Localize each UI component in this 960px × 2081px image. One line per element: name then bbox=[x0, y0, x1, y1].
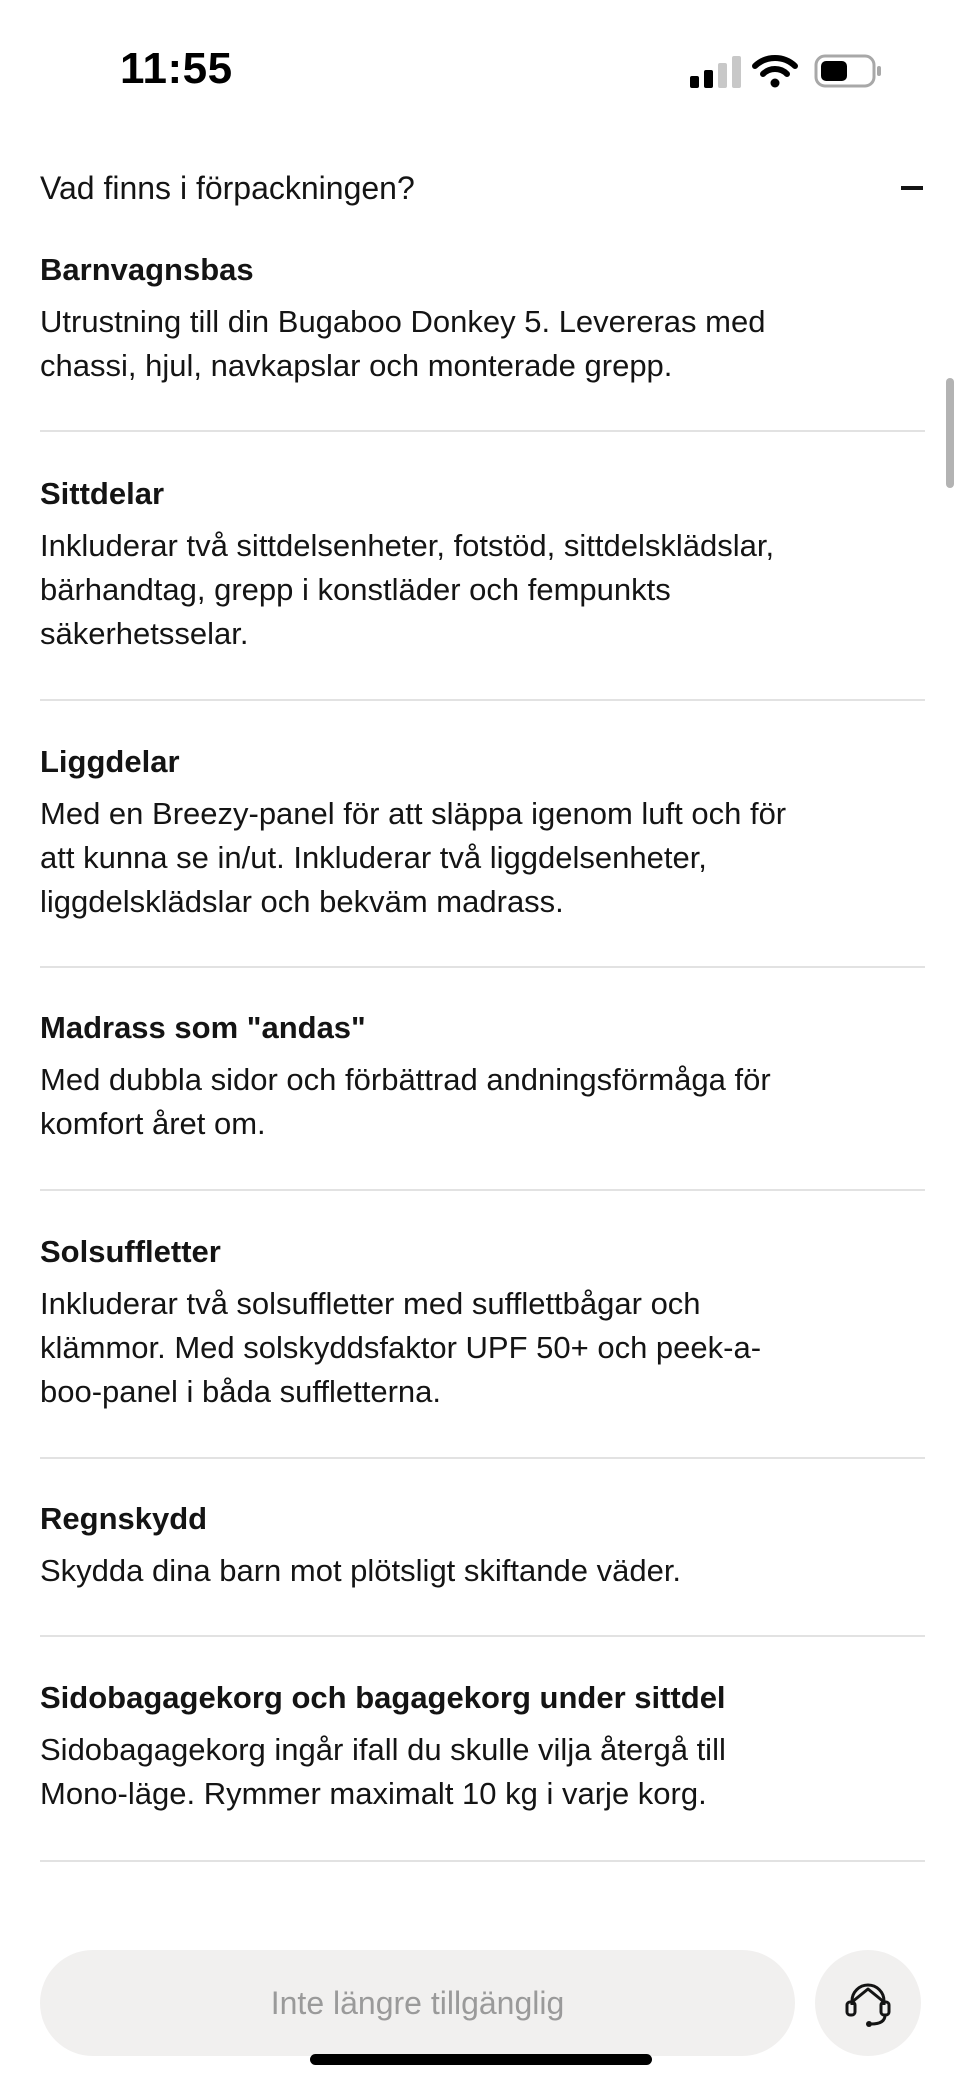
list-item bbox=[40, 472, 925, 701]
item-description: Skydda dina barn mot plötsligt skiftande väder. bbox=[40, 1553, 682, 1588]
accordion-title: Vad finns i förpackningen? bbox=[40, 169, 415, 206]
support-button[interactable] bbox=[815, 1950, 921, 2056]
status-time: 11:55 bbox=[120, 44, 233, 93]
unavailable-button[interactable]: Inte längre tillgänglig bbox=[40, 1950, 795, 2056]
minus-icon[interactable] bbox=[901, 186, 923, 190]
signal-icon bbox=[690, 56, 742, 88]
scrollbar[interactable] bbox=[946, 378, 954, 488]
list-item bbox=[40, 1497, 925, 1637]
item-description: Inkluderar två solsuffletter med sufflettbågar och klämmor. Med solskyddsfaktor UPF 50+ och peek-a- boo-panel i båda suffletterna. bbox=[40, 1286, 762, 1409]
wifi-icon bbox=[752, 54, 798, 88]
list-item bbox=[40, 1006, 925, 1191]
item-title: Barnvagnsbas bbox=[40, 252, 254, 287]
status-bar bbox=[0, 0, 960, 140]
list-item bbox=[40, 248, 925, 432]
item-title: Sittdelar bbox=[40, 476, 165, 511]
list-item bbox=[40, 740, 925, 968]
list-item bbox=[40, 1676, 925, 1862]
list-item bbox=[40, 1230, 925, 1459]
item-title: Regnskydd bbox=[40, 1501, 208, 1536]
item-description: Med en Breezy-panel för att släppa igenom luft och för att kunna se in/ut. Inkluderar två liggdelsenheter, liggdelsklädslar och bekväm madrass. bbox=[40, 796, 787, 919]
item-description: Med dubbla sidor och förbättrad andningsförmåga för komfort året om. bbox=[40, 1062, 771, 1141]
accordion-header[interactable] bbox=[40, 160, 925, 216]
item-description: Utrustning till din Bugaboo Donkey 5. Levereras med chassi, hjul, navkapslar och monterade grepp. bbox=[40, 304, 766, 383]
item-title: Liggdelar bbox=[40, 744, 180, 779]
item-title: Solsuffletter bbox=[40, 1234, 221, 1269]
item-title: Madrass som "andas" bbox=[40, 1010, 366, 1045]
battery-icon bbox=[814, 54, 882, 88]
item-description: Sidobagagekorg ingår ifall du skulle vilja återgå till Mono-läge. Rymmer maximalt 10 kg i varje korg. bbox=[40, 1732, 726, 1811]
home-indicator[interactable] bbox=[310, 2054, 652, 2065]
headset-icon bbox=[840, 1975, 896, 2031]
item-title: Sidobagagekorg och bagagekorg under sittdel bbox=[40, 1680, 726, 1715]
item-description: Inkluderar två sittdelsenheter, fotstöd, sittdelsklädslar, bärhandtag, grepp i konstläder och fempunkts säkerhetsselar. bbox=[40, 528, 775, 651]
